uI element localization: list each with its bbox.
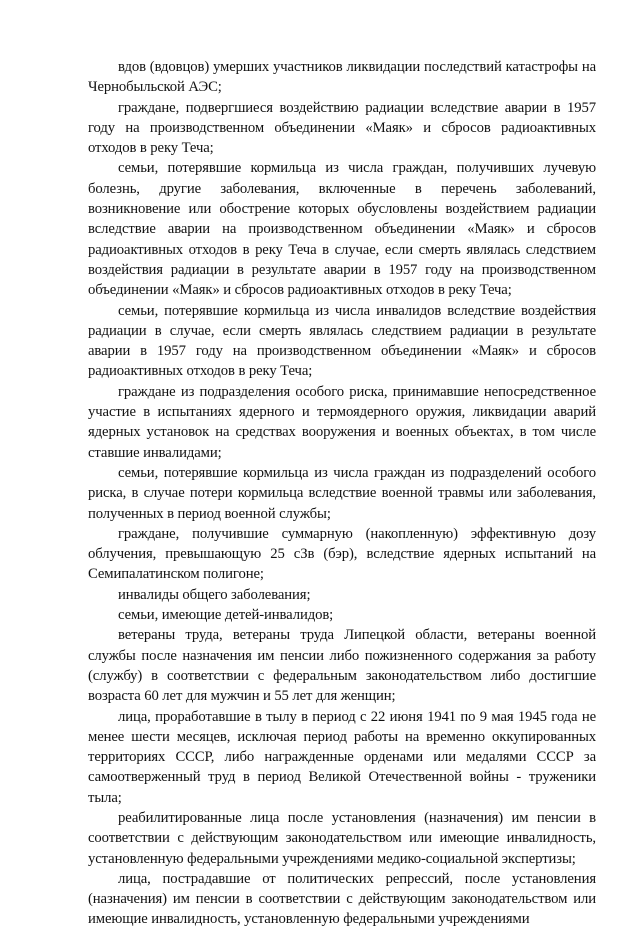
document-body (88, 57, 596, 930)
paragraph-semipalatinsk: граждане, получившие суммарную (накопленную) эффективную дозу облучения, превышающую 25 сЗв (бэр), вследствие ядерных испытаний на Семипалатинском полигоне; (88, 525, 596, 583)
paragraph-mayak-invalid-families: семьи, потерявшие кормильца из числа инвалидов вследствие воздействия радиации в случае, если смерть являлась следствием радиации в результате аварии в 1957 году на производственном объединении «Маяк» и сбросов радиоактивных отходов в реку Теча; (88, 302, 596, 380)
paragraph-mayak-families: семьи, потерявшие кормильца из числа граждан, получивших лучевую болезнь, другие заболевания, включенные в перечень заболеваний, возникновение или обострение которых обусловлены воздействием радиации вследствие аварии на производственном объединении «Маяк» и сбросов радиоактивных отходов в реку Теча в случае, если смерть являлась следствием воздействия радиации в результате аварии в 1957 году на производственном объединении «Маяк» и сбросов радиоактивных отходов в реку Теча; (88, 160, 596, 299)
paragraph-general-disability: инвалиды общего заболевания; (118, 586, 311, 603)
paragraph-special-risk-families: семьи, потерявшие кормильца из числа граждан из подразделений особого риска, в случае потери кормильца вследствие военной травмы или заболевания, полученных в период военной службы; (88, 464, 596, 522)
paragraph-disabled-children-families: семьи, имеющие детей-инвалидов; (118, 607, 334, 624)
paragraph-political-repression: лица, пострадавшие от политических репрессий, после установления (назначения) им пенсии в соответствии с действующим законодательством или имеющие инвалидность, установленную федеральными учреждениями (88, 870, 596, 928)
paragraph-widows-chernobyl: вдов (вдовцов) умерших участников ликвидации последствий катастрофы на Чернобыльской АЭС; (88, 59, 596, 96)
paragraph-home-front-workers: лица, проработавшие в тылу в период с 22 июня 1941 по 9 мая 1945 года не менее шести месяцев, исключая период работы на временно оккупированных территориях СССР, либо награжденные орденами или медалями СССР за самоотверженный труд в период Великой Отечественной войны - труженики тыла; (88, 708, 596, 806)
paragraph-labor-veterans: ветераны труда, ветераны труда Липецкой области, ветераны военной службы после назначения им пенсии либо пожизненного содержания за работу (службу) в соответствии с федеральным законодательством либо достигшие возраста 60 лет для мужчин и 55 лет для женщин; (88, 627, 596, 705)
paragraph-rehabilitated: реабилитированные лица после установления (назначения) им пенсии в соответствии с действующим законодательством или имеющие инвалидность, установленную федеральными учреждениями медико-социальной экспертизы; (88, 809, 596, 867)
paragraph-special-risk: граждане из подразделения особого риска, принимавшие непосредственное участие в испытаниях ядерного и термоядерного оружия, ликвидации аварий ядерных установок на средствах вооружения и военных объектах, в том числе ставшие инвалидами; (88, 383, 596, 461)
paragraph-mayak-citizens: граждане, подвергшиеся воздействию радиации вследствие аварии в 1957 году на производственном объединении «Маяк» и сбросов радиоактивных отходов в реку Теча; (88, 99, 596, 157)
